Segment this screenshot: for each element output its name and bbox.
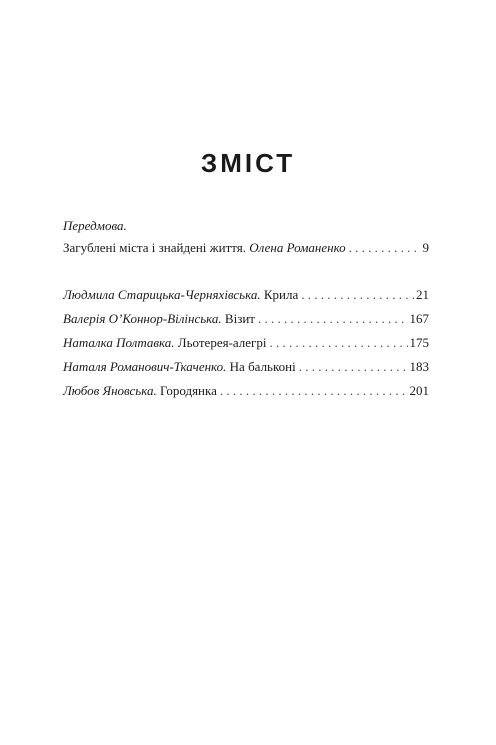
toc-entry-author: Наталка Полтавка. xyxy=(63,335,175,350)
dot-leader xyxy=(349,240,421,256)
toc-entry-title: Крила xyxy=(263,287,299,302)
toc-entry-author: Валерія О’Коннор-Вілінська. xyxy=(63,311,222,326)
page-title: ЗМІСТ xyxy=(200,148,296,178)
toc-entry-text xyxy=(63,335,267,351)
toc-entry-2 xyxy=(63,311,429,329)
toc-entry-preface xyxy=(63,240,429,258)
dot-leader xyxy=(258,311,408,327)
dot-leader xyxy=(301,287,414,303)
dot-leader xyxy=(220,383,408,399)
toc-entry-text xyxy=(63,311,255,327)
toc-entry-text xyxy=(63,383,217,399)
toc-entry-author: Людмила Старицька-Черняхівська. xyxy=(63,287,261,302)
toc-entry-author: Олена Романенко xyxy=(249,240,346,255)
toc-entry-5 xyxy=(63,383,429,401)
toc-entry-page: 183 xyxy=(409,359,429,374)
toc-entry-text xyxy=(63,287,298,303)
toc-entry-page: 9 xyxy=(422,240,429,255)
toc-entry-text xyxy=(63,359,296,375)
preface-label: Передмова. xyxy=(63,218,127,233)
toc-entry-3 xyxy=(63,335,429,353)
toc-entry-page: 167 xyxy=(409,311,429,326)
toc-entry-title: Городянка xyxy=(159,383,217,398)
toc-entry-page: 175 xyxy=(409,335,429,350)
dot-leader xyxy=(270,335,408,351)
toc-entry-author: Любов Яновська. xyxy=(63,383,157,398)
toc-entry-author: Наталя Романович-Ткаченко. xyxy=(63,359,227,374)
toc-entry-page: 21 xyxy=(416,287,429,302)
toc-entry-text xyxy=(63,240,346,256)
toc-entry-title: Льотерея-алегрі xyxy=(177,335,267,350)
toc-entry-title: Візит xyxy=(224,311,255,326)
toc-entry-1 xyxy=(63,287,429,305)
toc-entry-4 xyxy=(63,359,429,377)
toc-entry-title: Загублені міста і знайдені життя. xyxy=(63,240,247,255)
dot-leader xyxy=(299,359,408,375)
toc-entry-page: 201 xyxy=(409,383,429,398)
toc-entry-title: На бальконі xyxy=(229,359,296,374)
